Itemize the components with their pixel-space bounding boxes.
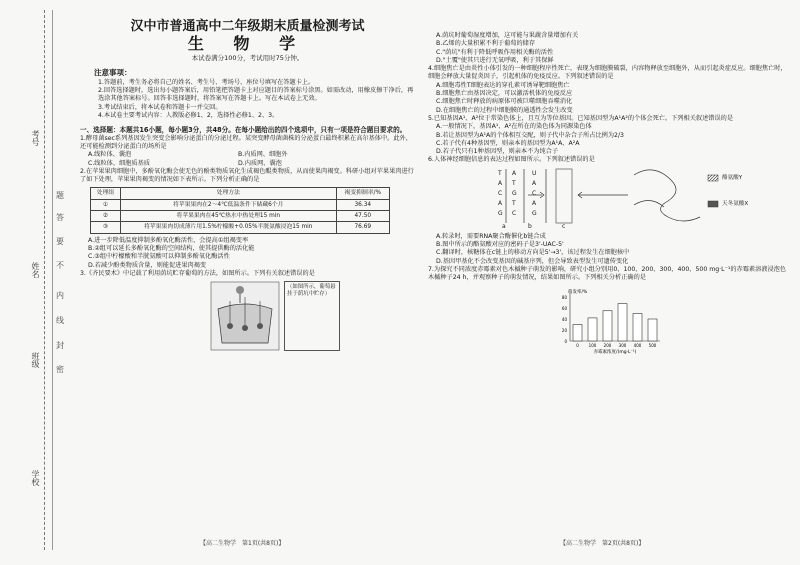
svg-text:T: T [512, 179, 516, 187]
left-column [80, 14, 415, 351]
seal-char: 内 [56, 291, 64, 300]
notice-item: 3.考试结束后，将本试卷和答题卡一并交回。 [98, 103, 222, 111]
footer-right: 【高二生物学 第2页(共8页)】 [560, 540, 645, 547]
x-tick-label: 200 [603, 342, 612, 348]
table-cell: 76.69 [336, 222, 389, 233]
table-cell: ① [91, 199, 121, 210]
svg-text:G: G [532, 209, 537, 217]
notice-heading: 注意事项： [94, 67, 132, 77]
table-header: 处理组 [91, 188, 121, 199]
school-label: 学校 [31, 470, 40, 486]
q5-option-a: A.一般情况下，基因A¹、A²在所在的染色体为同源染色体 [436, 123, 592, 131]
x-tick-label: 300 [618, 342, 627, 348]
table-header: 处理方法 [121, 188, 337, 199]
q7-stem: 7.为探究不同浓度赤霉素对色木槭种子萌发的影响，研究小组分别用0、100、200、300、400、500 mg·L⁻¹的赤霉素溶液浸泡色木槭种子24 h，并观察种子的萌发情况，结果如图所示。下列相关分析正确的是 [428, 265, 787, 282]
q2-option-a: A.进一步降低温度抑制多酚氧化酶活性，会提高①组褐变率 [88, 236, 249, 244]
svg-text:C: C [512, 209, 517, 217]
chart-svg [548, 285, 668, 355]
q6-option-b: B.图中所示的酪氨酸对应的密码子是3'-UAC-5' [436, 241, 564, 249]
name-label: 姓名 [31, 262, 40, 278]
q6-stem: 6.人体神经细胞信息的表达过程如图所示。下列叙述错误的是 [428, 156, 595, 164]
q3-option-d: D."土覆"使其只进行无氧呼吸，利于其保鲜 [436, 56, 554, 64]
svg-text:A: A [498, 199, 503, 207]
q4-stem: 4.细胞焦亡是由炎性小体引发的一种细胞程序性死亡，表现为细胞膜破裂，内容物释放至细胞外，从而引起炎症反应。细胞焦亡时，细胞会释放大量促炎因子，引起机体的免疫反应。下列叙述错误的是 [428, 65, 787, 81]
table-cell: ② [91, 211, 121, 222]
table-cell: 47.50 [336, 211, 389, 222]
q5-stem: 5.已知基因A¹、A²位于常染色体上，且互为等位基因。已知基因型为A¹A²的个体会死亡。下列相关叙述错误的是 [428, 114, 734, 122]
notice-item: 2.回答选择题时，选出每小题答案后，用铅笔把答题卡上对应题目的答案标号涂黑。如需改动，用橡皮擦干净后，再选涂其他答案标号。回答非选择题时，将答案写在答题卡上。写在本试卷上无效。 [98, 87, 414, 103]
q3-option-b: B.乙烯的大量积累不利于葡萄的储存 [436, 40, 536, 48]
q1-option-b: B.内质网、细胞外 [238, 151, 288, 159]
table-cell: ③ [91, 222, 121, 233]
subject-title: 生 物 学 [187, 34, 308, 53]
q3-option-c: C."荫坑"有利于降低呼吸作用相关酶的活性 [436, 48, 554, 56]
seal-char: 密 [56, 365, 64, 374]
bar [603, 310, 612, 340]
notice-item: 4.本试卷主要考试内容：人教版必修1、2，选择性必修1、2、3。 [98, 112, 279, 120]
footer-left: 【高二生物学 第1页(共8页)】 [200, 540, 285, 547]
binding-dashed-line [44, 10, 45, 550]
q2-option-c: C.③组中柠檬酸和半胱氨酸可以抑制多酚氧化酶活性 [88, 253, 230, 261]
q2-stem: 2.在苹果果肉细胞中，多酚氧化酶会使无色的酚类物质氧化生成褐色醌类物质，从而使果肉褐变。科研小组对苹果果肉进行了如下处理，苹果果肉褐变的情况如下表所示。下列分析正确的是 [80, 167, 414, 184]
notice-item: 1.答题前，考生务必将自己的姓名、考生号、考场号、座位号填写在答题卡上。 [98, 78, 315, 86]
legend-tyr: 酪氨酸Y [722, 174, 743, 181]
table-cell: 将苹果果肉在45℃热水中热处理15 min [121, 211, 337, 222]
q4-option-a: A.细胞毒性T细胞表达的穿孔素可诱导靶细胞焦亡 [436, 81, 570, 89]
q4-option-d: D.在细胞焦亡的过程中细胞膜的通透性会发生改变 [436, 106, 573, 114]
svg-text:T: T [498, 169, 502, 177]
x-tick-label: 400 [633, 342, 642, 348]
svg-text:A: A [532, 179, 537, 187]
q2-table [90, 187, 390, 233]
x-tick-label: 500 [648, 342, 657, 348]
legend-asp: 天冬氨酸X [722, 200, 749, 207]
q1-stem: 1.酵母菌sec系列基因发生突变会影响分泌蛋白的分泌过程。某突变酵母菌菌株的分泌蛋白最终积累在高尔基体中。此外，还可能检测到分泌蛋白的场所是 [80, 134, 412, 150]
seal-char: 线 [56, 316, 64, 325]
table-cell: 将苹果果肉切成薄片用1.5%柠檬酸+0.05%半胱氨酸浸泡15 min [121, 222, 337, 233]
x-axis-label: 赤霉素浓度/(mg·L⁻¹) [593, 349, 637, 355]
q2-option-d: D.若减少酚类物质含量，则能促进果肉褐变 [88, 261, 207, 269]
svg-text:U: U [532, 169, 537, 177]
q6-option-c: C.翻译时，核糖体在c链上的移动方向是5'→3'，该过程发生在细胞核中 [436, 249, 630, 257]
x-tick-label: 0 [576, 342, 579, 348]
svg-text:G: G [498, 209, 503, 217]
y-tick-label: 60 [561, 305, 567, 311]
q5-option-d: D.若子代只有1种基因型，则亲本不为纯合子 [436, 148, 559, 156]
y-tick-label: 80 [561, 294, 567, 300]
seal-char: 封 [56, 341, 64, 350]
y-tick-label: 0 [564, 338, 567, 344]
bar [573, 324, 582, 341]
q6-option-d: D.基因甲基化不会改变基因的碱基序列，但会导致表型发生可遗传变化 [436, 257, 629, 265]
svg-text:T: T [512, 199, 516, 207]
table-cell: 将苹果果肉在2～4℃低温条件下储藏6个月 [121, 199, 337, 210]
right-column [428, 14, 788, 358]
seal-char: 答 [56, 213, 64, 222]
y-tick-label: 40 [561, 316, 567, 322]
svg-text:A: A [532, 199, 537, 207]
svg-text:C: C [532, 189, 537, 197]
exam-info: 本试卷满分100分，考试用时75分钟。 [191, 54, 304, 63]
q4-option-b: B.细胞焦亡由基因决定，可以激活机体的免疫反应 [436, 90, 573, 98]
binding-solid-line [52, 10, 53, 550]
bar [618, 303, 627, 340]
bar [633, 313, 642, 341]
q5-option-c: C.若子代有4种基因型，则亲本的基因型为A¹A、A²A [436, 139, 580, 147]
exam-no-label: 考号 [31, 130, 40, 146]
svg-text:A: A [498, 179, 503, 187]
section-heading: 一、选择题：本题共16小题，每小题3分，共48分。在每小题给出的四个选项中，只有一项是符合题目要求的。 [80, 126, 407, 135]
q1-option-a: A.线粒体、囊泡 [88, 151, 132, 159]
q5-option-b: B.若让基因型为A¹A的个体相互交配，则子代中杂合子所占比例为2/3 [436, 131, 624, 139]
table-row [91, 222, 390, 233]
bar [648, 319, 657, 341]
y-axis-label: 萌发率/% [568, 289, 588, 295]
seal-char: 不 [56, 261, 64, 270]
table-header: 褐变抑制率/% [336, 188, 389, 199]
q2-option-b: B.②组可以延长多酚氧化酶的空间结构，使其提供酶的活化能 [88, 244, 255, 252]
table-cell: 36.34 [336, 199, 389, 210]
q3-stem: 3.《齐民要术》中记载了利用荫坑贮存葡萄的方法，如图所示。下列有关叙述错误的是 [80, 269, 315, 277]
seal-char: 题 [56, 191, 64, 200]
q1-option-d: D.内质网、囊泡 [238, 159, 282, 167]
q4-option-c: C.细胞焦亡时释放的病原体可被巨噬细胞吞噬消化 [436, 98, 573, 106]
q1-option-c: C.线粒体、细胞质基质 [88, 159, 150, 167]
label-b: b [528, 222, 532, 230]
bar [588, 317, 597, 340]
table-row [91, 199, 390, 210]
svg-text:A: A [512, 169, 517, 177]
label-c: c [562, 222, 566, 230]
pit-illustration [210, 281, 280, 351]
class-label: 班级 [31, 352, 40, 368]
transcription-diagram [428, 165, 788, 233]
q3-option-a: A.荫坑时葡萄湿度增加，这可能与果蔬含量增加有关 [436, 32, 579, 39]
label-a: a [502, 222, 506, 230]
svg-text:G: G [512, 189, 517, 197]
y-tick-label: 20 [561, 327, 567, 333]
q3-caption: （如图所示，葡萄悬挂于荫坑中贮存） [284, 281, 340, 351]
q6-option-a: A.转录时，需要RNA聚合酶催化b链合成 [436, 232, 546, 240]
svg-text:C: C [498, 189, 503, 197]
x-tick-label: 100 [588, 342, 597, 348]
germination-chart [548, 285, 788, 358]
table-row [91, 211, 390, 222]
seal-char: 要 [56, 237, 64, 246]
exam-title: 汉中市普通高中二年级期末质量检测考试 [130, 19, 365, 34]
